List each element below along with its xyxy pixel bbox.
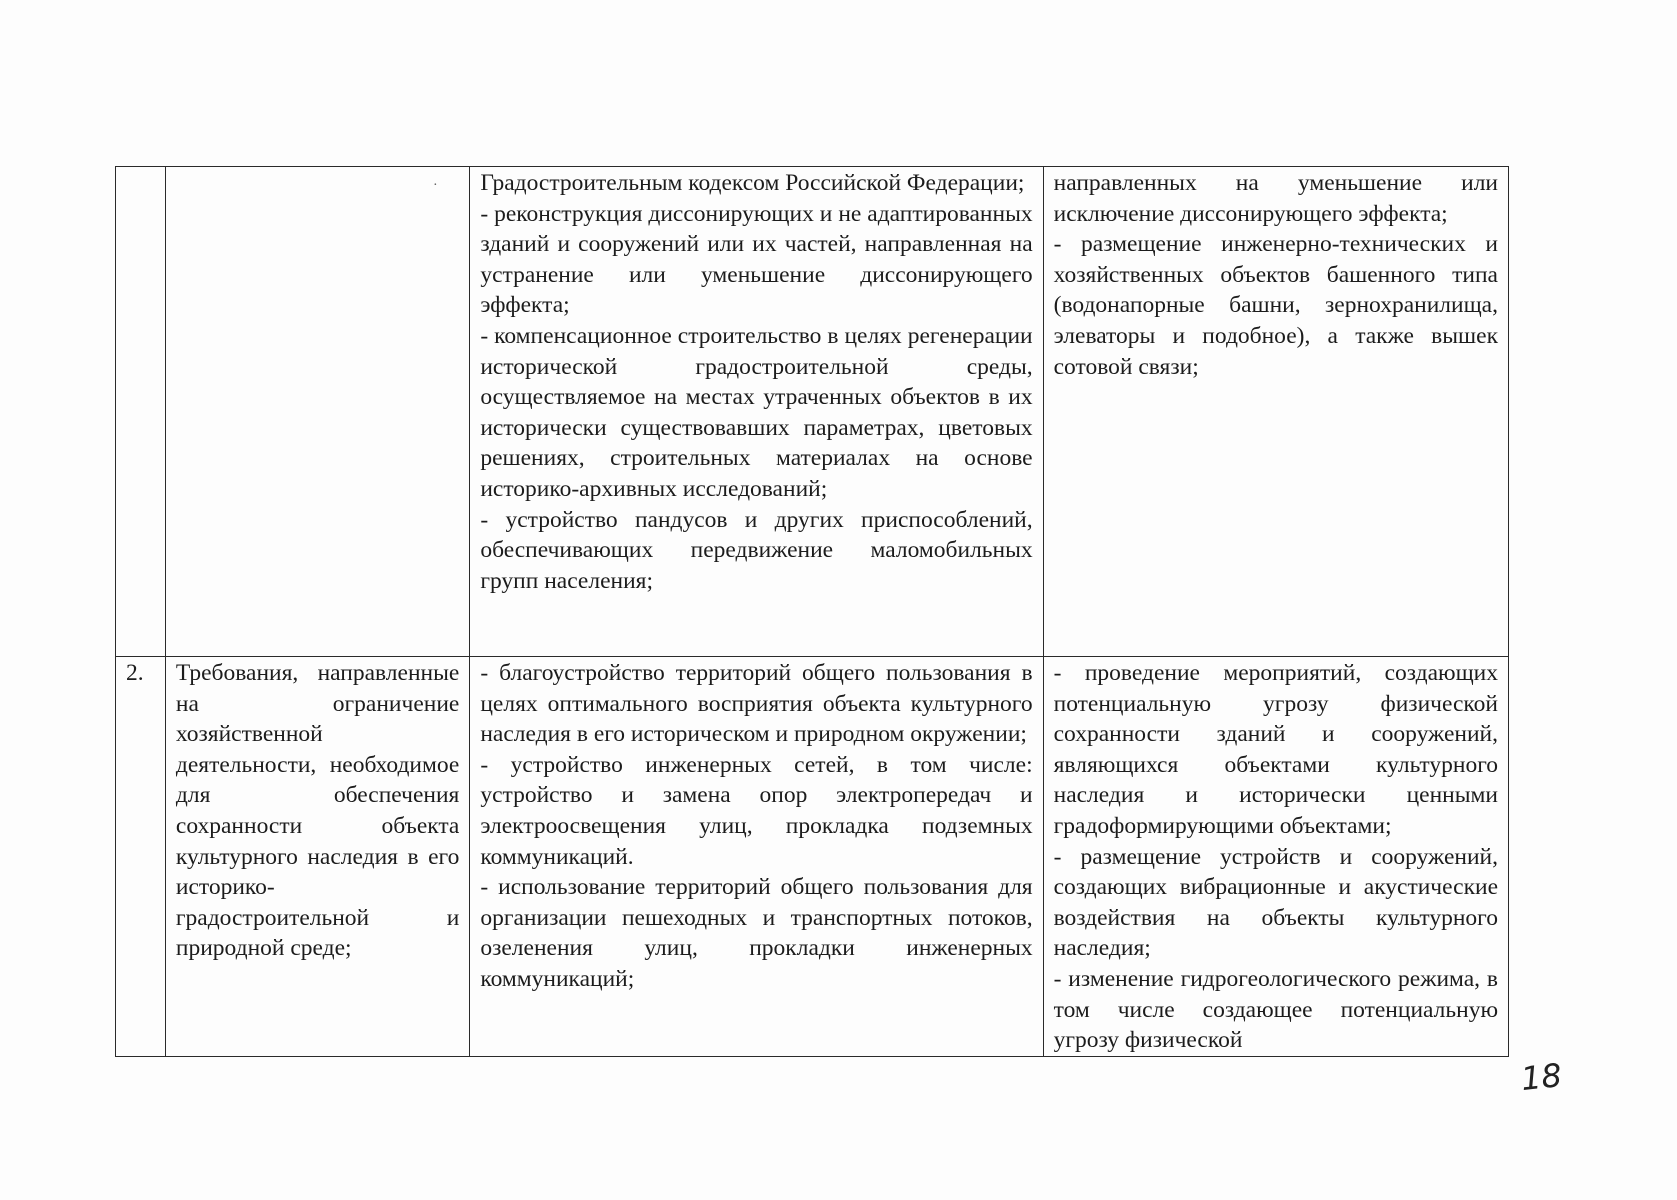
list-item: - изменение гидрогеологического режима, в том числе создающее потенциальную угрозу физической xyxy=(1053,965,1498,1054)
list-item: Градостроительным кодексом Российской Федерации; xyxy=(480,170,1025,196)
row-number-cell: 2. xyxy=(116,657,166,1057)
list-item: - размещение устройств и сооружений, создающих вибрационные и акустические воздействия на объекты культурного наследия; xyxy=(1053,843,1498,962)
list-item: - использование территорий общего пользования для организации пешеходных и транспортных потоков, озеленения улиц, прокладки инженерных коммуникаций; xyxy=(480,874,1033,992)
requirement-cell xyxy=(165,167,469,657)
list-item: - устройство пандусов и других приспособлений, обеспечивающих передвижение маломобильных групп населения; xyxy=(480,506,1033,594)
restricted-activities-cell xyxy=(1043,167,1508,657)
list-item: - компенсационное строительство в целях регенерации исторической градостроительной среды, осуществляемое на местах утраченных объектов в их исторически существовавших параметрах, цветовых решениях, строительных материалах на основе историко-архивных исследований; xyxy=(480,322,1033,502)
allowed-activities-cell xyxy=(470,167,1043,657)
list-item: - устройство инженерных сетей, в том числе: устройство и замена опор электропередач и электроосвещения улиц, прокладка подземных коммуникаций. xyxy=(480,751,1033,870)
list-item: - размещение инженерно-технических и хозяйственных объектов башенного типа (водонапорные башни, зернохранилища, элеваторы и подобное), а также вышек сотовой связи; xyxy=(1053,231,1498,380)
table-row xyxy=(116,167,1509,657)
handwritten-page-number: 18 xyxy=(1519,1055,1564,1099)
row-number-cell xyxy=(116,167,166,657)
list-item: направленных на уменьшение или исключение диссонирующего эффекта; xyxy=(1053,170,1498,227)
list-item: - благоустройство территорий общего пользования в целях оптимального восприятия объекта культурного наследия в его историческом и природном окружении; xyxy=(480,660,1033,748)
requirements-table xyxy=(115,166,1509,1057)
stray-mark: · xyxy=(433,178,438,193)
allowed-activities-cell xyxy=(470,657,1043,1057)
table-row xyxy=(116,657,1509,1057)
list-item: - проведение мероприятий, создающих потенциальную угрозу физической сохранности зданий и сооружений, являющихся объектами культурного наследия и исторически ценными градоформирующими объектами; xyxy=(1053,660,1498,839)
restricted-activities-cell xyxy=(1043,657,1508,1057)
list-item: - реконструкция диссонирующих и не адаптированных зданий и сооружений или их частей, направленная на устранение или уменьшение диссонирующего эффекта; xyxy=(480,200,1033,319)
requirement-cell: Требования, направленные на ограничение хозяйственной деятельности, необходимое для обеспечения сохранности объекта культурного наследия в его историко-градостроительной и природной среде; xyxy=(165,657,469,1057)
